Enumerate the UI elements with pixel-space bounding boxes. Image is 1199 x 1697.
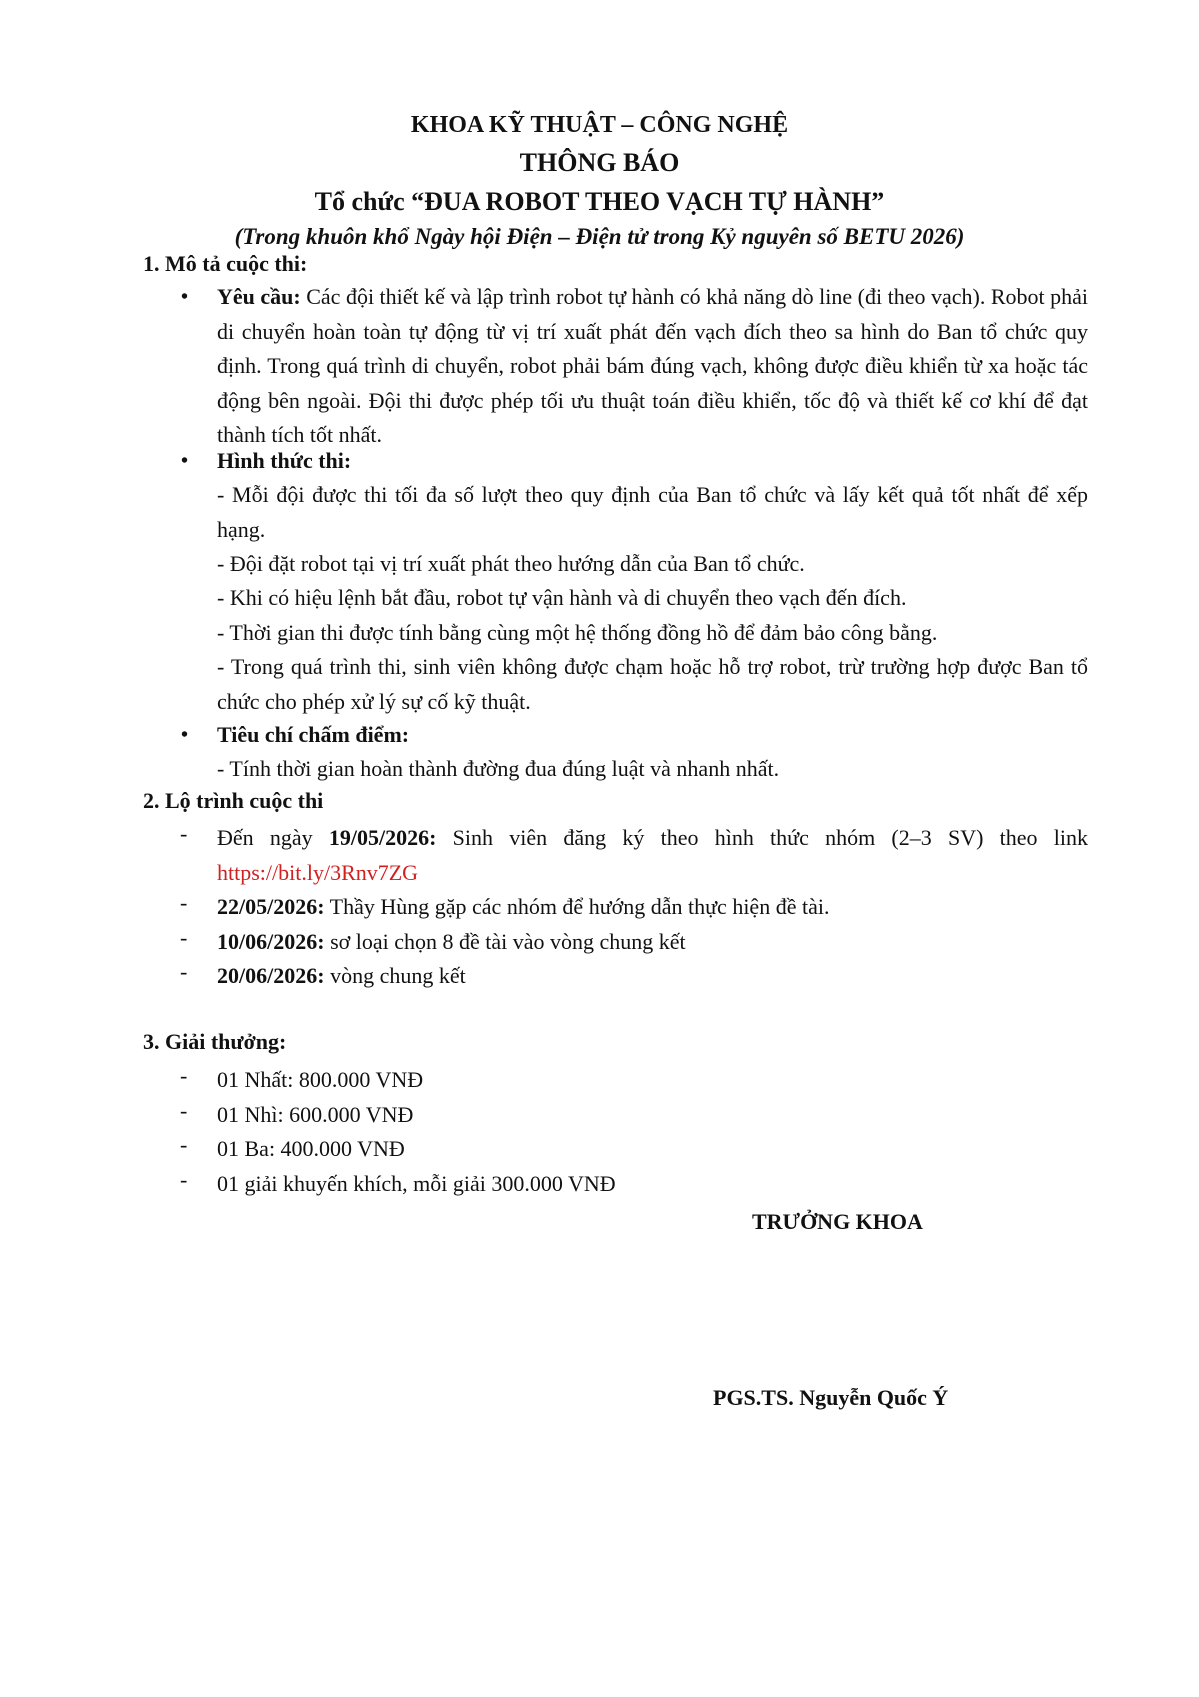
criteria-label: Tiêu chí chấm điểm: bbox=[217, 722, 410, 747]
event-title: Tổ chức “ĐUA ROBOT THEO VẠCH TỰ HÀNH” bbox=[314, 187, 885, 216]
dash-marker: - bbox=[180, 1098, 188, 1123]
schedule-date: 22/05/2026: bbox=[217, 894, 325, 919]
schedule-prefix: Đến ngày bbox=[217, 825, 329, 850]
schedule-item bbox=[217, 959, 466, 994]
bullet-icon: • bbox=[181, 724, 189, 746]
dash-marker: - bbox=[180, 1167, 188, 1192]
schedule-item bbox=[217, 925, 686, 960]
dash-marker: - bbox=[180, 1132, 188, 1157]
schedule-date: 10/06/2026: bbox=[217, 929, 325, 954]
signature-name: PGS.TS. Nguyễn Quốc Ý bbox=[713, 1385, 949, 1410]
schedule-item bbox=[217, 890, 829, 925]
event-context: (Trong khuôn khổ Ngày hội Điện – Điện tử trong Kỷ nguyên số BETU 2026) bbox=[234, 224, 965, 249]
section-1-title: 1. Mô tả cuộc thi: bbox=[143, 251, 308, 276]
dash-marker: - bbox=[180, 890, 188, 915]
requirements-paragraph bbox=[217, 280, 1088, 453]
prize-item: 01 Ba: 400.000 VNĐ bbox=[217, 1136, 405, 1161]
prize-item: 01 Nhất: 800.000 VNĐ bbox=[217, 1067, 424, 1092]
schedule-text: Thầy Hùng gặp các nhóm để hướng dẫn thực hiện đề tài. bbox=[324, 894, 830, 919]
section-3-title: 3. Giải thưởng: bbox=[143, 1029, 287, 1054]
format-item: - Đội đặt robot tại vị trí xuất phát theo hướng dẫn của Ban tổ chức. bbox=[217, 551, 805, 576]
schedule-text: sơ loại chọn 8 đề tài vào vòng chung kết bbox=[324, 929, 686, 954]
bullet-icon: • bbox=[181, 450, 189, 472]
dash-marker: - bbox=[180, 925, 188, 950]
bullet-icon: • bbox=[181, 286, 189, 308]
notice-title: THÔNG BÁO bbox=[519, 148, 680, 177]
schedule-date: 20/06/2026: bbox=[217, 963, 325, 988]
dash-marker: - bbox=[180, 959, 188, 984]
faculty-name: KHOA KỸ THUẬT – CÔNG NGHỆ bbox=[410, 112, 789, 138]
schedule-date: 19/05/2026: bbox=[328, 825, 437, 850]
requirements-text: Các đội thiết kế và lập trình robot tự hành có khả năng dò line (đi theo vạch). Robot phải di chuyển hoàn toàn tự động từ vị trí xuất phát đến vạch đích theo sa hình do Ban tổ chức quy định. Trong quá trình di chuyển, robot phải bám đúng vạch, không được điều khiển từ xa hoặc tác động bên ngoài. Đội thi được phép tối ưu thuật toán điều khiển, tốc độ và thiết kế cơ khí để đạt thành tích tốt nhất. bbox=[217, 284, 1089, 448]
schedule-item bbox=[217, 821, 1088, 890]
registration-link[interactable]: https://bit.ly/3Rnv7ZG bbox=[217, 859, 419, 885]
prize-item: 01 giải khuyến khích, mỗi giải 300.000 VNĐ bbox=[217, 1171, 616, 1196]
signature-title: TRƯỞNG KHOA bbox=[752, 1209, 923, 1234]
dash-marker: - bbox=[180, 1063, 188, 1088]
format-item: - Mỗi đội được thi tối đa số lượt theo quy định của Ban tổ chức và lấy kết quả tốt nhất để xếp hạng. bbox=[217, 482, 1088, 542]
requirements-label: Yêu cầu: bbox=[217, 284, 301, 309]
dash-marker: - bbox=[180, 821, 188, 846]
criteria-item: - Tính thời gian hoàn thành đường đua đúng luật và nhanh nhất. bbox=[217, 756, 780, 781]
format-label: Hình thức thi: bbox=[217, 448, 352, 473]
schedule-text: vòng chung kết bbox=[324, 963, 466, 988]
section-2-title: 2. Lộ trình cuộc thi bbox=[143, 788, 324, 813]
schedule-text: Sinh viên đăng ký theo hình thức nhóm (2–3 SV) theo link bbox=[436, 825, 1088, 850]
format-item: - Thời gian thi được tính bằng cùng một hệ thống đồng hồ để đảm bảo công bằng. bbox=[217, 620, 938, 645]
format-item: - Khi có hiệu lệnh bắt đầu, robot tự vận hành và di chuyển theo vạch đến đích. bbox=[217, 585, 907, 610]
format-item: - Trong quá trình thi, sinh viên không được chạm hoặc hỗ trợ robot, trừ trường hợp được Ban tổ chức cho phép xử lý sự cố kỹ thuật. bbox=[217, 654, 1088, 714]
prize-item: 01 Nhì: 600.000 VNĐ bbox=[217, 1102, 414, 1127]
